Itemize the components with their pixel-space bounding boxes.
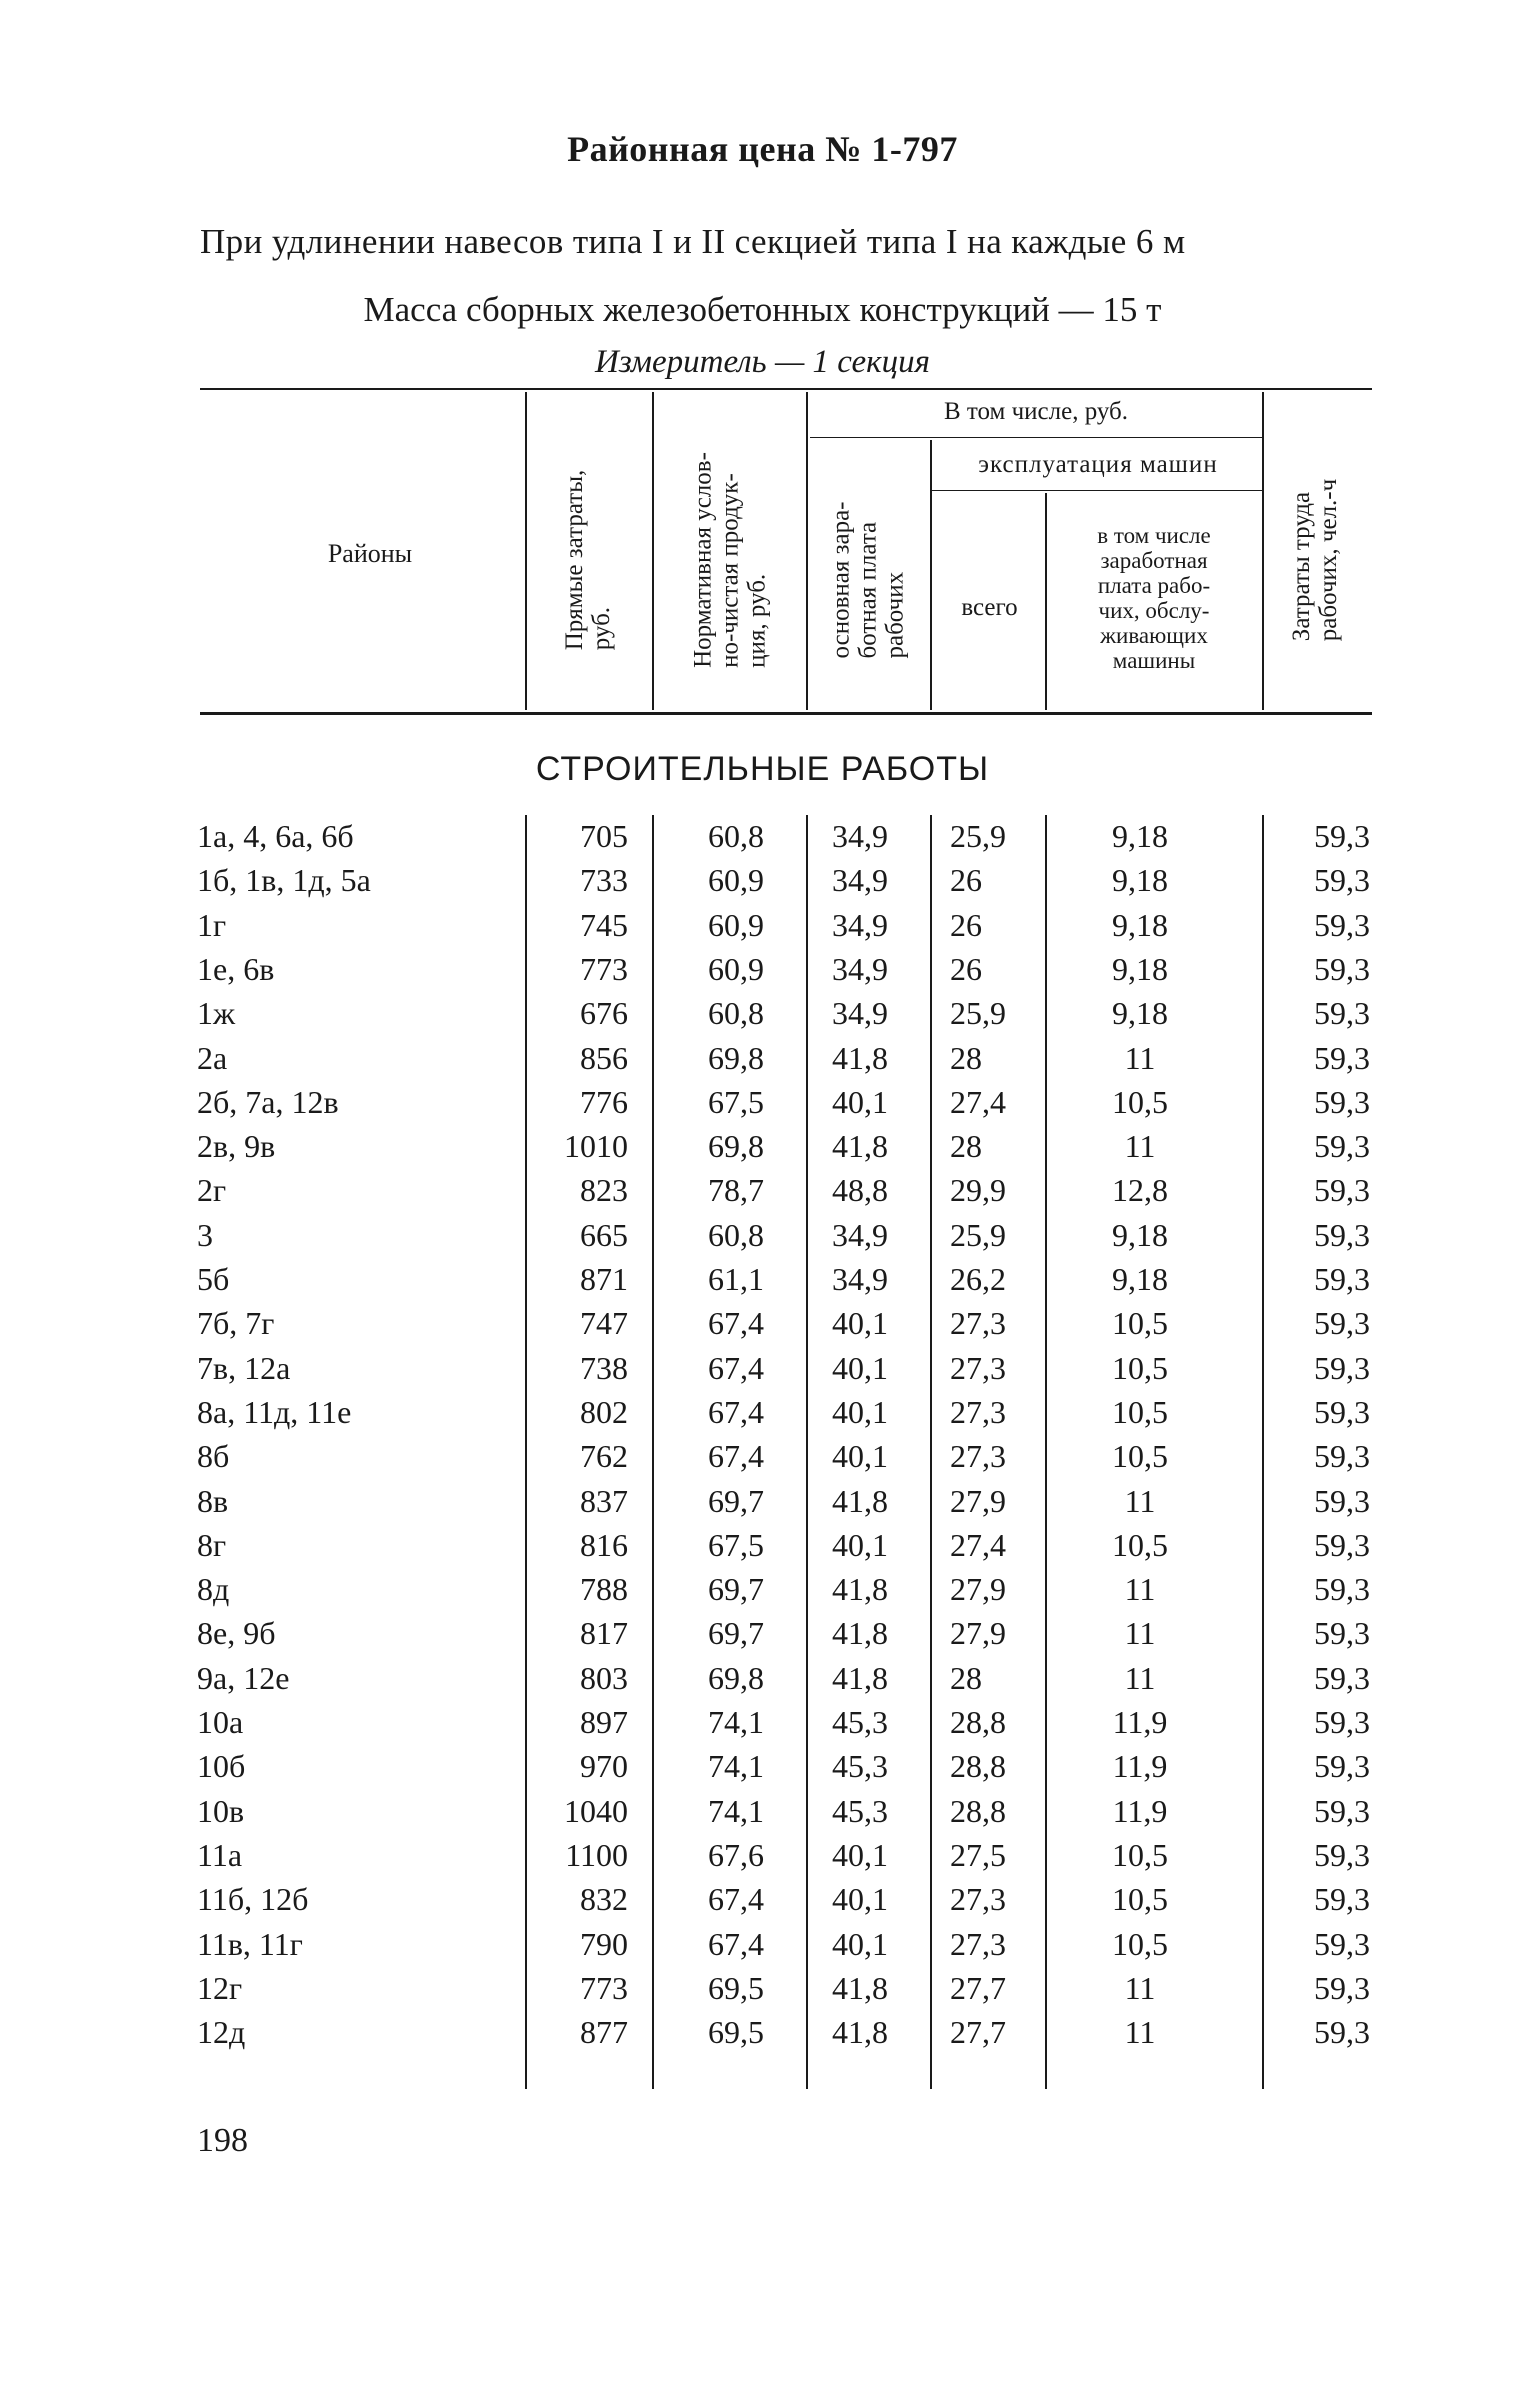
region-cell: 1б, 1в, 1д, 5а — [197, 862, 371, 898]
net-production-cell: 74,1 — [708, 1748, 764, 1784]
base-wage-cell: 40,1 — [832, 1438, 888, 1474]
machine-wage-cell: 11,9 — [1112, 1748, 1168, 1784]
labor-cell: 59,3 — [1314, 1571, 1370, 1607]
labor-cell: 59,3 — [1314, 1881, 1370, 1917]
direct-costs-cell: 816 — [580, 1527, 628, 1563]
net-production-cell: 69,8 — [708, 1128, 764, 1164]
region-cell: 10в — [197, 1793, 245, 1829]
table-row — [0, 1793, 1525, 1837]
region-cell: 10б — [197, 1748, 246, 1784]
net-production-cell: 69,5 — [708, 2014, 764, 2050]
region-cell: 11а — [197, 1837, 243, 1873]
table-row — [0, 1970, 1525, 2014]
table-row — [0, 1748, 1525, 1792]
region-cell: 7б, 7г — [197, 1305, 275, 1341]
net-production-cell: 69,7 — [708, 1615, 764, 1651]
base-wage-cell: 45,3 — [832, 1704, 888, 1740]
mass-line: Масса сборных железобетонных конструкций — 15 т — [363, 290, 1162, 329]
base-wage-cell: 41,8 — [832, 2014, 888, 2050]
region-cell: 12д — [197, 2014, 246, 2050]
machine-total-cell: 28 — [950, 1128, 982, 1164]
machine-total-cell: 28 — [950, 1040, 982, 1076]
table-row — [0, 1660, 1525, 1704]
net-production-cell: 74,1 — [708, 1793, 764, 1829]
machines-rule — [932, 490, 1262, 491]
table-row — [0, 1084, 1525, 1128]
machine-total-cell: 28 — [950, 1660, 982, 1696]
header-divider — [1262, 392, 1264, 710]
direct-costs-cell: 1010 — [564, 1128, 628, 1164]
direct-costs-cell: 705 — [580, 818, 628, 854]
direct-costs-cell: 856 — [580, 1040, 628, 1076]
table-row — [0, 1926, 1525, 1970]
base-wage-cell: 45,3 — [832, 1793, 888, 1829]
table-row — [0, 1837, 1525, 1881]
machine-total-cell: 28,8 — [950, 1793, 1006, 1829]
net-production-cell: 60,9 — [708, 907, 764, 943]
direct-costs-cell: 738 — [580, 1350, 628, 1386]
table-row — [0, 1350, 1525, 1394]
labor-cell: 59,3 — [1314, 1261, 1370, 1297]
direct-costs-cell: 790 — [580, 1926, 628, 1962]
base-wage-cell: 34,9 — [832, 818, 888, 854]
direct-costs-cell: 733 — [580, 862, 628, 898]
base-wage-cell: 34,9 — [832, 951, 888, 987]
labor-cell: 59,3 — [1314, 1305, 1370, 1341]
direct-costs-cell: 776 — [580, 1084, 628, 1120]
machine-total-cell: 26 — [950, 862, 982, 898]
base-wage-cell: 34,9 — [832, 1261, 888, 1297]
base-wage-cell: 40,1 — [832, 1350, 888, 1386]
region-cell: 11б, 12б — [197, 1881, 309, 1917]
page-title: Районная цена № 1-797 — [567, 129, 958, 169]
net-production-cell: 69,5 — [708, 1970, 764, 2006]
table-row — [0, 995, 1525, 1039]
net-production-cell: 60,9 — [708, 951, 764, 987]
direct-costs-cell: 676 — [580, 995, 628, 1031]
machine-total-cell: 27,5 — [950, 1837, 1006, 1873]
base-wage-cell: 41,8 — [832, 1660, 888, 1696]
direct-costs-cell: 871 — [580, 1261, 628, 1297]
col-including: В том числе, руб. — [943, 398, 1129, 425]
region-cell: 10а — [197, 1704, 244, 1740]
net-production-cell: 67,5 — [708, 1084, 764, 1120]
labor-cell: 59,3 — [1314, 951, 1370, 987]
table-row — [0, 2014, 1525, 2058]
machine-total-cell: 27,9 — [950, 1483, 1006, 1519]
machine-wage-cell: 10,5 — [1112, 1394, 1168, 1430]
net-production-cell: 67,5 — [708, 1527, 764, 1563]
region-cell: 8д — [197, 1571, 230, 1607]
labor-cell: 59,3 — [1314, 1438, 1370, 1474]
measure-line: Измеритель — 1 секция — [595, 344, 930, 380]
base-wage-cell: 41,8 — [832, 1128, 888, 1164]
base-wage-cell: 40,1 — [832, 1305, 888, 1341]
table-row — [0, 1394, 1525, 1438]
labor-cell: 59,3 — [1314, 1704, 1370, 1740]
machine-wage-cell: 9,18 — [1112, 995, 1168, 1031]
col-labor: Затраты труда рабочих, чел.-ч — [1288, 478, 1342, 642]
table-row — [0, 1438, 1525, 1482]
machine-wage-cell: 11 — [1124, 2014, 1156, 2050]
direct-costs-cell: 837 — [580, 1483, 628, 1519]
labor-cell: 59,3 — [1314, 818, 1370, 854]
net-production-cell: 61,1 — [708, 1261, 764, 1297]
direct-costs-cell: 802 — [580, 1394, 628, 1430]
region-cell: 1а, 4, 6а, 6б — [197, 818, 354, 854]
labor-cell: 59,3 — [1314, 1350, 1370, 1386]
machine-total-cell: 26 — [950, 951, 982, 987]
base-wage-cell: 40,1 — [832, 1881, 888, 1917]
direct-costs-cell: 747 — [580, 1305, 628, 1341]
machine-total-cell: 25,9 — [950, 995, 1006, 1031]
labor-cell: 59,3 — [1314, 1483, 1370, 1519]
header-divider — [930, 440, 932, 710]
machine-wage-cell: 10,5 — [1112, 1527, 1168, 1563]
machine-total-cell: 27,3 — [950, 1926, 1006, 1962]
machine-wage-cell: 11 — [1124, 1660, 1156, 1696]
labor-cell: 59,3 — [1314, 1793, 1370, 1829]
machine-total-cell: 27,9 — [950, 1615, 1006, 1651]
section-title: СТРОИТЕЛЬНЫЕ РАБОТЫ — [535, 750, 990, 788]
machine-wage-cell: 11 — [1124, 1571, 1156, 1607]
net-production-cell: 60,8 — [708, 995, 764, 1031]
machine-wage-cell: 9,18 — [1112, 1217, 1168, 1253]
table-row — [0, 1483, 1525, 1527]
base-wage-cell: 34,9 — [832, 862, 888, 898]
base-wage-cell: 34,9 — [832, 907, 888, 943]
direct-costs-cell: 817 — [580, 1615, 628, 1651]
machine-total-cell: 27,7 — [950, 2014, 1006, 2050]
base-wage-cell: 34,9 — [832, 995, 888, 1031]
direct-costs-cell: 823 — [580, 1172, 628, 1208]
net-production-cell: 67,4 — [708, 1394, 764, 1430]
labor-cell: 59,3 — [1314, 1084, 1370, 1120]
labor-cell: 59,3 — [1314, 1837, 1370, 1873]
net-production-cell: 60,8 — [708, 818, 764, 854]
table-row — [0, 1305, 1525, 1349]
table-row — [0, 1615, 1525, 1659]
net-production-cell: 60,8 — [708, 1217, 764, 1253]
header-divider — [525, 392, 527, 710]
header-top-rule — [200, 388, 1372, 390]
table-row — [0, 1128, 1525, 1172]
labor-cell: 59,3 — [1314, 1217, 1370, 1253]
machine-total-cell: 27,7 — [950, 1970, 1006, 2006]
header-divider — [652, 392, 654, 710]
base-wage-cell: 41,8 — [832, 1040, 888, 1076]
machine-wage-cell: 10,5 — [1112, 1881, 1168, 1917]
machine-total-cell: 27,3 — [950, 1438, 1006, 1474]
region-cell: 8в — [197, 1483, 229, 1519]
net-production-cell: 69,8 — [708, 1040, 764, 1076]
labor-cell: 59,3 — [1314, 1926, 1370, 1962]
direct-costs-cell: 745 — [580, 907, 628, 943]
table-row — [0, 862, 1525, 906]
direct-costs-cell: 762 — [580, 1438, 628, 1474]
direct-costs-cell: 877 — [580, 2014, 628, 2050]
machine-wage-cell: 11,9 — [1112, 1704, 1168, 1740]
region-cell: 5б — [197, 1261, 230, 1297]
machine-total-cell: 27,9 — [950, 1571, 1006, 1607]
region-cell: 2в, 9в — [197, 1128, 276, 1164]
machine-wage-cell: 11 — [1124, 1970, 1156, 2006]
region-cell: 1г — [197, 907, 227, 943]
machine-wage-cell: 9,18 — [1112, 1261, 1168, 1297]
machine-wage-cell: 11 — [1124, 1615, 1156, 1651]
direct-costs-cell: 1040 — [564, 1793, 628, 1829]
machine-wage-cell: 9,18 — [1112, 818, 1168, 854]
net-production-cell: 67,4 — [708, 1350, 764, 1386]
direct-costs-cell: 773 — [580, 951, 628, 987]
net-production-cell: 67,4 — [708, 1305, 764, 1341]
labor-cell: 59,3 — [1314, 1527, 1370, 1563]
including-rule — [810, 437, 1262, 438]
table-row — [0, 1571, 1525, 1615]
header-bottom-rule-2 — [200, 714, 1372, 715]
labor-cell: 59,3 — [1314, 907, 1370, 943]
region-cell: 9а, 12е — [197, 1660, 290, 1696]
col-net-production: Нормативная услов- но-чистая продук- ция, руб. — [689, 452, 771, 668]
labor-cell: 59,3 — [1314, 1615, 1370, 1651]
table-row — [0, 818, 1525, 862]
table-row — [0, 907, 1525, 951]
direct-costs-cell: 803 — [580, 1660, 628, 1696]
labor-cell: 59,3 — [1314, 1128, 1370, 1164]
col-direct-costs: Прямые затраты, руб. — [561, 469, 615, 651]
machine-total-cell: 27,4 — [950, 1527, 1006, 1563]
region-cell: 8а, 11д, 11е — [197, 1394, 352, 1430]
base-wage-cell: 41,8 — [832, 1970, 888, 2006]
labor-cell: 59,3 — [1314, 1394, 1370, 1430]
net-production-cell: 69,8 — [708, 1660, 764, 1696]
table-row — [0, 1704, 1525, 1748]
direct-costs-cell: 788 — [580, 1571, 628, 1607]
direct-costs-cell: 832 — [580, 1881, 628, 1917]
direct-costs-cell: 897 — [580, 1704, 628, 1740]
base-wage-cell: 41,8 — [832, 1571, 888, 1607]
col-base-wage: основная зара- ботная плата рабочих — [827, 501, 909, 659]
machine-wage-cell: 11 — [1124, 1128, 1156, 1164]
labor-cell: 59,3 — [1314, 2014, 1370, 2050]
machine-total-cell: 27,4 — [950, 1084, 1006, 1120]
base-wage-cell: 48,8 — [832, 1172, 888, 1208]
machine-total-cell: 27,3 — [950, 1881, 1006, 1917]
machine-wage-cell: 10,5 — [1112, 1837, 1168, 1873]
machine-total-cell: 28,8 — [950, 1704, 1006, 1740]
table-row — [0, 1040, 1525, 1084]
region-cell: 2б, 7а, 12в — [197, 1084, 339, 1120]
machine-wage-cell: 11,9 — [1112, 1793, 1168, 1829]
header-divider — [806, 392, 808, 710]
net-production-cell: 69,7 — [708, 1483, 764, 1519]
base-wage-cell: 40,1 — [832, 1837, 888, 1873]
labor-cell: 59,3 — [1314, 862, 1370, 898]
col-machine-operation: эксплуатация машин — [978, 451, 1218, 478]
net-production-cell: 69,7 — [708, 1571, 764, 1607]
net-production-cell: 67,4 — [708, 1881, 764, 1917]
machine-wage-cell: 9,18 — [1112, 907, 1168, 943]
machine-wage-cell: 9,18 — [1112, 862, 1168, 898]
table-row — [0, 1881, 1525, 1925]
direct-costs-cell: 773 — [580, 1970, 628, 2006]
labor-cell: 59,3 — [1314, 1748, 1370, 1784]
machine-wage-cell: 11 — [1124, 1483, 1156, 1519]
labor-cell: 59,3 — [1314, 1172, 1370, 1208]
region-cell: 11в, 11г — [197, 1926, 303, 1962]
col-regions: Районы — [327, 539, 413, 568]
labor-cell: 59,3 — [1314, 1040, 1370, 1076]
base-wage-cell: 40,1 — [832, 1926, 888, 1962]
machine-wage-cell: 9,18 — [1112, 951, 1168, 987]
table-row — [0, 1172, 1525, 1216]
base-wage-cell: 45,3 — [832, 1748, 888, 1784]
machine-wage-cell: 10,5 — [1112, 1305, 1168, 1341]
direct-costs-cell: 1100 — [565, 1837, 628, 1873]
region-cell: 12г — [197, 1970, 243, 2006]
net-production-cell: 67,6 — [708, 1837, 764, 1873]
base-wage-cell: 40,1 — [832, 1527, 888, 1563]
machine-total-cell: 29,9 — [950, 1172, 1006, 1208]
table-row — [0, 951, 1525, 995]
region-cell: 1ж — [197, 995, 236, 1031]
machine-total-cell: 26,2 — [950, 1261, 1006, 1297]
machine-wage-cell: 10,5 — [1112, 1438, 1168, 1474]
machine-total-cell: 25,9 — [950, 818, 1006, 854]
region-cell: 8г — [197, 1527, 227, 1563]
region-cell: 2г — [197, 1172, 227, 1208]
labor-cell: 59,3 — [1314, 995, 1370, 1031]
labor-cell: 59,3 — [1314, 1660, 1370, 1696]
base-wage-cell: 41,8 — [832, 1483, 888, 1519]
base-wage-cell: 34,9 — [832, 1217, 888, 1253]
machine-wage-cell: 10,5 — [1112, 1350, 1168, 1386]
col-total: всего — [961, 594, 1018, 621]
base-wage-cell: 40,1 — [832, 1084, 888, 1120]
net-production-cell: 78,7 — [708, 1172, 764, 1208]
machine-wage-cell: 11 — [1124, 1040, 1156, 1076]
page-number: 198 — [197, 2122, 248, 2159]
machine-wage-cell: 10,5 — [1112, 1926, 1168, 1962]
region-cell: 8е, 9б — [197, 1615, 276, 1651]
direct-costs-cell: 665 — [580, 1217, 628, 1253]
net-production-cell: 74,1 — [708, 1704, 764, 1740]
net-production-cell: 67,4 — [708, 1926, 764, 1962]
machine-wage-cell: 12,8 — [1112, 1172, 1168, 1208]
region-cell: 7в, 12а — [197, 1350, 291, 1386]
machine-total-cell: 25,9 — [950, 1217, 1006, 1253]
region-cell: 1е, 6в — [197, 951, 275, 987]
net-production-cell: 67,4 — [708, 1438, 764, 1474]
region-cell: 8б — [197, 1438, 230, 1474]
machine-total-cell: 27,3 — [950, 1394, 1006, 1430]
table-row — [0, 1527, 1525, 1571]
region-cell: 2а — [197, 1040, 228, 1076]
machine-total-cell: 27,3 — [950, 1350, 1006, 1386]
header-divider — [1045, 493, 1047, 710]
machine-wage-cell: 10,5 — [1112, 1084, 1168, 1120]
base-wage-cell: 40,1 — [832, 1394, 888, 1430]
machine-total-cell: 28,8 — [950, 1748, 1006, 1784]
machine-total-cell: 27,3 — [950, 1305, 1006, 1341]
subtitle: При удлинении навесов типа I и II секцией типа I на каждые 6 м — [200, 222, 1186, 261]
region-cell: 3 — [197, 1217, 213, 1253]
table-row — [0, 1261, 1525, 1305]
direct-costs-cell: 970 — [580, 1748, 628, 1784]
base-wage-cell: 41,8 — [832, 1615, 888, 1651]
labor-cell: 59,3 — [1314, 1970, 1370, 2006]
machine-total-cell: 26 — [950, 907, 982, 943]
table-row — [0, 1217, 1525, 1261]
col-machine-wage: в том числе заработная плата рабо- чих, обслу- живающих машины — [1097, 523, 1211, 673]
net-production-cell: 60,9 — [708, 862, 764, 898]
